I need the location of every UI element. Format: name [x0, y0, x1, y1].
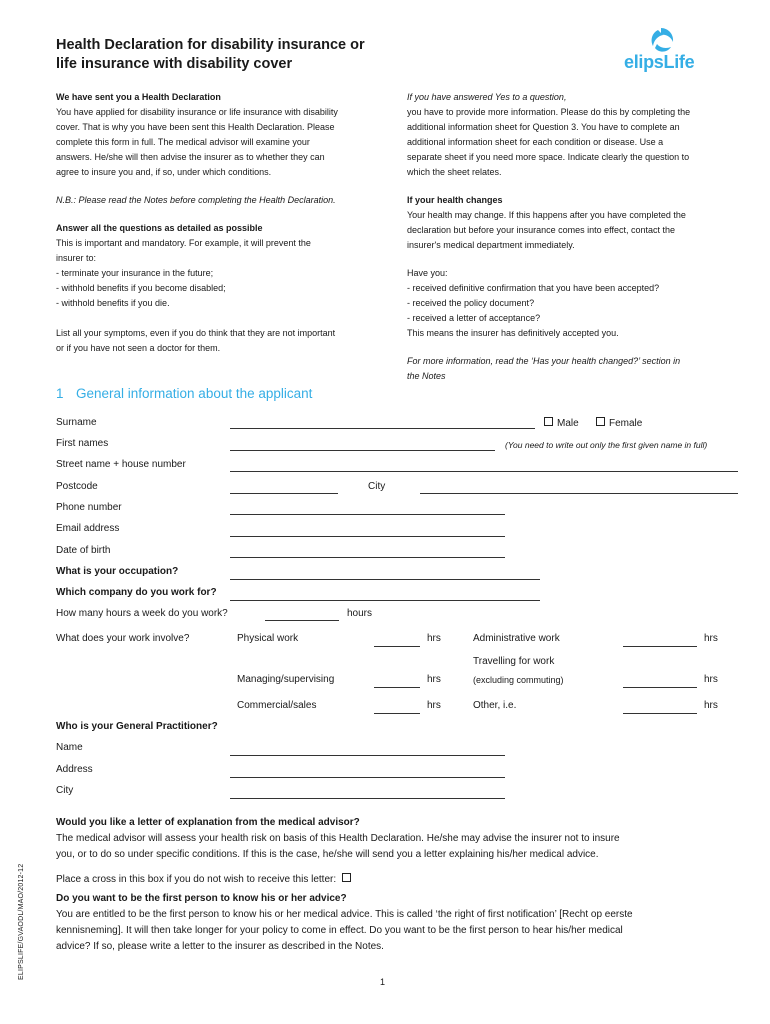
nb-note: N.B.: Please read the Notes before completing the Health Declaration.	[56, 195, 336, 205]
text-line: the Notes	[407, 371, 446, 381]
dob-label: Date of birth	[56, 545, 111, 556]
left-intro	[56, 90, 396, 356]
hours-field[interactable]	[265, 620, 339, 621]
letter-optout-checkbox[interactable]	[342, 873, 351, 882]
male-checkbox[interactable]	[544, 417, 553, 426]
text-line: agree to insure you and, if so, under which conditions.	[56, 167, 272, 177]
gp-city-label: City	[56, 785, 74, 796]
street-label: Street name + house number	[56, 459, 186, 470]
text-line: or if you have not seen a doctor for them.	[56, 343, 221, 353]
letter-optout-row	[56, 872, 746, 888]
text-line: you, or to do so under specific conditions. If this is the case, he/she will send you a letter explaining his/her medical advice.	[56, 849, 599, 860]
title-line-1: Health Declaration for disability insurance or	[56, 37, 365, 53]
text-line: Your health may change. If this happens after you have completed the	[407, 210, 686, 220]
occupation-label: What is your occupation?	[56, 566, 179, 577]
right-intro	[407, 90, 747, 384]
letter-optout-label: Place a cross in this box if you do not wish to receive this letter:	[56, 874, 337, 885]
text-line: - withhold benefits if you die.	[56, 298, 170, 308]
managing-hours-field[interactable]	[374, 687, 420, 688]
page-number: 1	[380, 977, 386, 987]
first-notification-heading: Do you want to be the first person to know his or her advice?	[56, 893, 347, 904]
surname-label: Surname	[56, 417, 97, 428]
male-label: Male	[557, 418, 579, 429]
elipslife-logo	[618, 26, 718, 76]
text-line: insurer to:	[56, 253, 97, 263]
phone-label: Phone number	[56, 502, 122, 513]
text-line: additional information sheet for each condition or disease. Use a	[407, 137, 664, 147]
text-line: This means the insurer has definitively accepted you.	[407, 328, 619, 338]
first-names-field[interactable]	[230, 450, 495, 451]
hrs-label: hrs	[704, 700, 718, 711]
first-names-label: First names	[56, 438, 109, 449]
female-label: Female	[609, 418, 643, 429]
title-line-2: life insurance with disability cover	[56, 56, 293, 72]
administrative-work-label: Administrative work	[473, 633, 560, 644]
text-line: additional information sheet for Question 3. You have to complete an	[407, 122, 680, 132]
gp-question: Who is your General Practitioner?	[56, 721, 218, 732]
other-hours-field[interactable]	[623, 713, 697, 714]
street-field[interactable]	[230, 471, 738, 472]
text-line: declaration but before your insurance comes into effect, contact the	[407, 225, 675, 235]
company-field[interactable]	[230, 600, 540, 601]
surname-field[interactable]	[230, 428, 535, 429]
email-field[interactable]	[230, 536, 505, 537]
gp-name-field[interactable]	[230, 755, 505, 756]
postcode-label: Postcode	[56, 481, 98, 492]
text-line: insurer's medical department immediately.	[407, 240, 575, 250]
travelling-hours-field[interactable]	[623, 687, 697, 688]
text-line: - received the policy document?	[407, 298, 535, 308]
letter-block	[56, 815, 746, 888]
gp-name-label: Name	[56, 742, 83, 753]
section-number: 1	[56, 386, 64, 401]
section-1-heading	[56, 386, 312, 401]
gp-address-field[interactable]	[230, 777, 505, 778]
document-code: ELIPSLIFE/GVAODL/MAO/2012-12	[18, 863, 25, 980]
gp-city-field[interactable]	[230, 798, 505, 799]
text-line: You have applied for disability insurance or life insurance with disability	[56, 107, 338, 117]
female-option[interactable]	[596, 417, 642, 429]
company-label: Which company do you work for?	[56, 587, 217, 598]
first-names-note: (You need to write out only the first given name in full)	[505, 440, 708, 450]
phone-field[interactable]	[230, 514, 505, 515]
document-title	[56, 36, 436, 74]
occupation-field[interactable]	[230, 579, 540, 580]
text-line: cover. That is why you have been sent this Health Declaration. Please	[56, 122, 335, 132]
logo-wordmark: elipsLife	[624, 52, 695, 72]
left-heading-1: We have sent you a Health Declaration	[56, 92, 221, 102]
first-notification-block	[56, 891, 746, 955]
hours-question: How many hours a week do you work?	[56, 608, 228, 619]
travelling-note: (excluding commuting)	[473, 675, 564, 685]
gp-address-label: Address	[56, 764, 93, 775]
text-line: The medical advisor will assess your health risk on basis of this Health Declaration. He/she may advise the insurer not to insure	[56, 833, 620, 844]
section-title: General information about the applicant	[76, 386, 313, 401]
physical-work-hours-field[interactable]	[374, 646, 420, 647]
text-line: - received a letter of acceptance?	[407, 313, 541, 323]
text-line: You are entitled to be the first person to know his or her medical advice. This is called ‘the right of first notification’ [Recht op eerste	[56, 909, 633, 920]
postcode-field[interactable]	[230, 493, 338, 494]
text-line: Have you:	[407, 268, 448, 278]
right-heading-1: If you have answered Yes to a question,	[407, 92, 567, 102]
email-label: Email address	[56, 523, 120, 534]
commercial-hours-field[interactable]	[374, 713, 420, 714]
work-question: What does your work involve?	[56, 633, 190, 644]
hrs-label: hrs	[427, 674, 441, 685]
dob-field[interactable]	[230, 557, 505, 558]
hrs-label: hrs	[704, 674, 718, 685]
hrs-label: hrs	[427, 700, 441, 711]
city-field[interactable]	[420, 493, 738, 494]
text-line: - withhold benefits if you become disabled;	[56, 283, 226, 293]
hrs-label: hrs	[427, 633, 441, 644]
text-line: - received definitive confirmation that you have been accepted?	[407, 283, 660, 293]
hours-unit: hours	[347, 608, 373, 619]
text-line: complete this form in full. The medical advisor will examine your	[56, 137, 310, 147]
female-checkbox[interactable]	[596, 417, 605, 426]
managing-label: Managing/supervising	[237, 674, 335, 685]
physical-work-label: Physical work	[237, 633, 299, 644]
travelling-work-label: Travelling for work	[473, 656, 555, 667]
text-line: you have to provide more information. Please do this by completing the	[407, 107, 691, 117]
administrative-work-hours-field[interactable]	[623, 646, 697, 647]
text-line: which the sheet relates.	[407, 167, 502, 177]
hrs-label: hrs	[704, 633, 718, 644]
text-line: List all your symptoms, even if you do think that they are not important	[56, 328, 336, 338]
male-option[interactable]	[544, 417, 579, 429]
text-line: advice? If so, please write a letter to the insurer as described in the Notes.	[56, 941, 384, 952]
left-heading-2: Answer all the questions as detailed as possible	[56, 223, 263, 233]
city-label: City	[368, 481, 386, 492]
text-line: - terminate your insurance in the future;	[56, 268, 214, 278]
right-heading-2: If your health changes	[407, 195, 503, 205]
text-line: kennisneming]. It will then take longer for your policy to come in effect. Do you want to be the first person to hear his/her medical	[56, 925, 623, 936]
text-line: answers. He/she will then advise the insurer as to whether they can	[56, 152, 325, 162]
text-line: For more information, read the ‘Has your health changed?’ section in	[407, 356, 681, 366]
other-label: Other, i.e.	[473, 700, 517, 711]
commercial-label: Commercial/sales	[237, 700, 317, 711]
letter-heading: Would you like a letter of explanation from the medical advisor?	[56, 817, 360, 828]
text-line: separate sheet if you need more space. Indicate clearly the question to	[407, 152, 690, 162]
text-line: This is important and mandatory. For example, it will prevent the	[56, 238, 311, 248]
